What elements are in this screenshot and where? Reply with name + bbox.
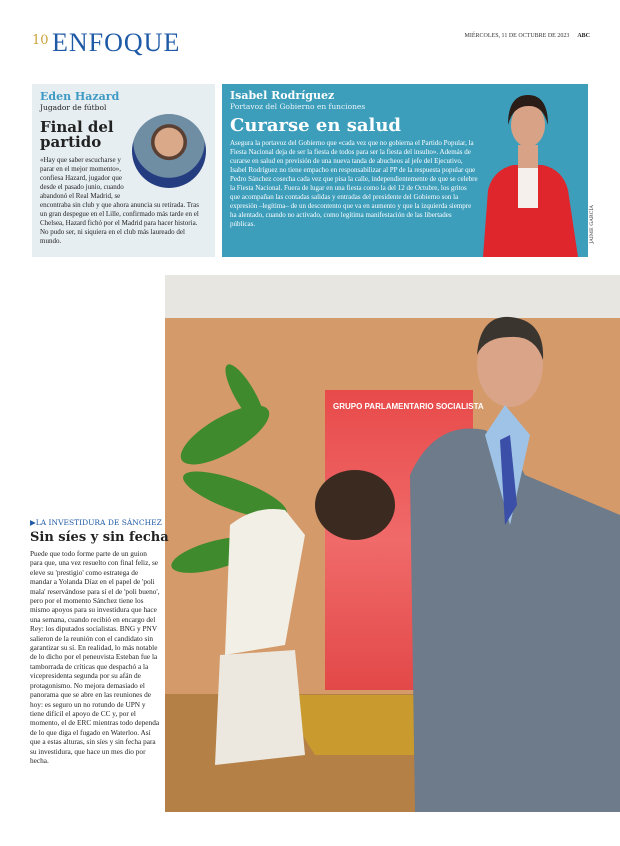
- photo-credit: JAIME GARCÍA: [589, 205, 595, 244]
- article-kicker: ▶LA INVESTIDURA DE SÁNCHEZ: [30, 518, 162, 527]
- box-body-text: «Hay que saber escucharse y parar en el mejor momento», confiesa Hazard, jugador que desde el pasado junio, cuando abandonó el Real Madrid, se encontraba sin club y que ahora anuncia su retirada. Tras un gran despegue en el Lille, confirmado más tarde en el Chelsea, Hazard fichó por el Madrid para hacer historia. No pudo ser, ni siquiera en el club más laureado del mundo.: [40, 156, 200, 245]
- person-role: Jugador de fútbol: [40, 103, 107, 112]
- article-title: Sin síes y sin fecha: [30, 530, 169, 545]
- article-body: Puede que todo forme parte de un guion para que, una vez resuelto con final feliz, se eleve su 'prestigio' como estratega de mandar a Yolanda Díaz en el papel de 'poli mala' reservándose para sí el de 'poli bueno', pero por el momento Sánchez tiene los mismo apoyos para su investidura que hace una semana, cuando recibió en encargo del Rey: los diputados socialistas. BNG y PNV salieron de la reunión con el candidato sin garantizar su sí. En realidad, lo más notable de lo dicho por el peneuvista Esteban fue la tamborrada de críticas que despachó a la vicepresidenta segunda por su afán de protagonismo. No mejora demasiado el panorama que se abre en las reuniones de hoy: es seguro un no rotundo de UPN y tiene difícil el apoyo de CC y, por el momento, el de ERC mientras todo dependa de lo que diga el fugado en Waterloo. Así que a estas alturas, sin síes y sin fecha para su investidura, que hace un mes dio por hecha.: [30, 549, 160, 765]
- section-title: ENFOQUE: [52, 28, 181, 57]
- page-number: 10: [32, 33, 49, 48]
- person-name: Eden Hazard: [40, 90, 120, 103]
- photo-scene: [165, 275, 620, 812]
- banner-text: GRUPO PARLAMENTARIO SOCIALISTA: [333, 402, 484, 411]
- box-headline: Curarse en salud: [230, 115, 402, 136]
- person-role: Portavoz del Gobierno en funciones: [230, 102, 366, 111]
- main-photo: [165, 275, 620, 812]
- dateline: MIÉRCOLES, 11 DE OCTUBRE DE 2023: [464, 33, 570, 39]
- brand: ABC: [577, 33, 590, 39]
- hazard-portrait: [132, 114, 206, 188]
- person-name: Isabel Rodríguez: [230, 89, 335, 102]
- isabel-portrait: [468, 80, 588, 257]
- box-body: Asegura la portavoz del Gobierno que «cada vez que no gobierna el Partido Popular, la Fiesta Nacional deja de ser la fiesta de todos para ser la fiesta del insulto». Además de curarse en salud en previsión de una nueva tanda de abucheos al jefe del Ejecutivo, Isabel Rodríguez no tiene empacho en responsabilizar al PP de la respuesta popular que Pedro Sánchez cosecha cada vez que pisa la calle, independientemente de que se celebre la Fiesta Nacional. Fuera de lugar en una fiesta como la del 12 de Octubre, los gritos que acompañan las contadas salidas y entradas del presidente del Gobierno son la expresión –legítima– de un descontento que va en aumento y que la izquierda siempre ha alentado, cuando no activado, como legítima manifestación de las libertades públicas.: [230, 139, 478, 228]
- header-meta: [465, 33, 590, 39]
- box-headline: Final del partido: [40, 118, 114, 151]
